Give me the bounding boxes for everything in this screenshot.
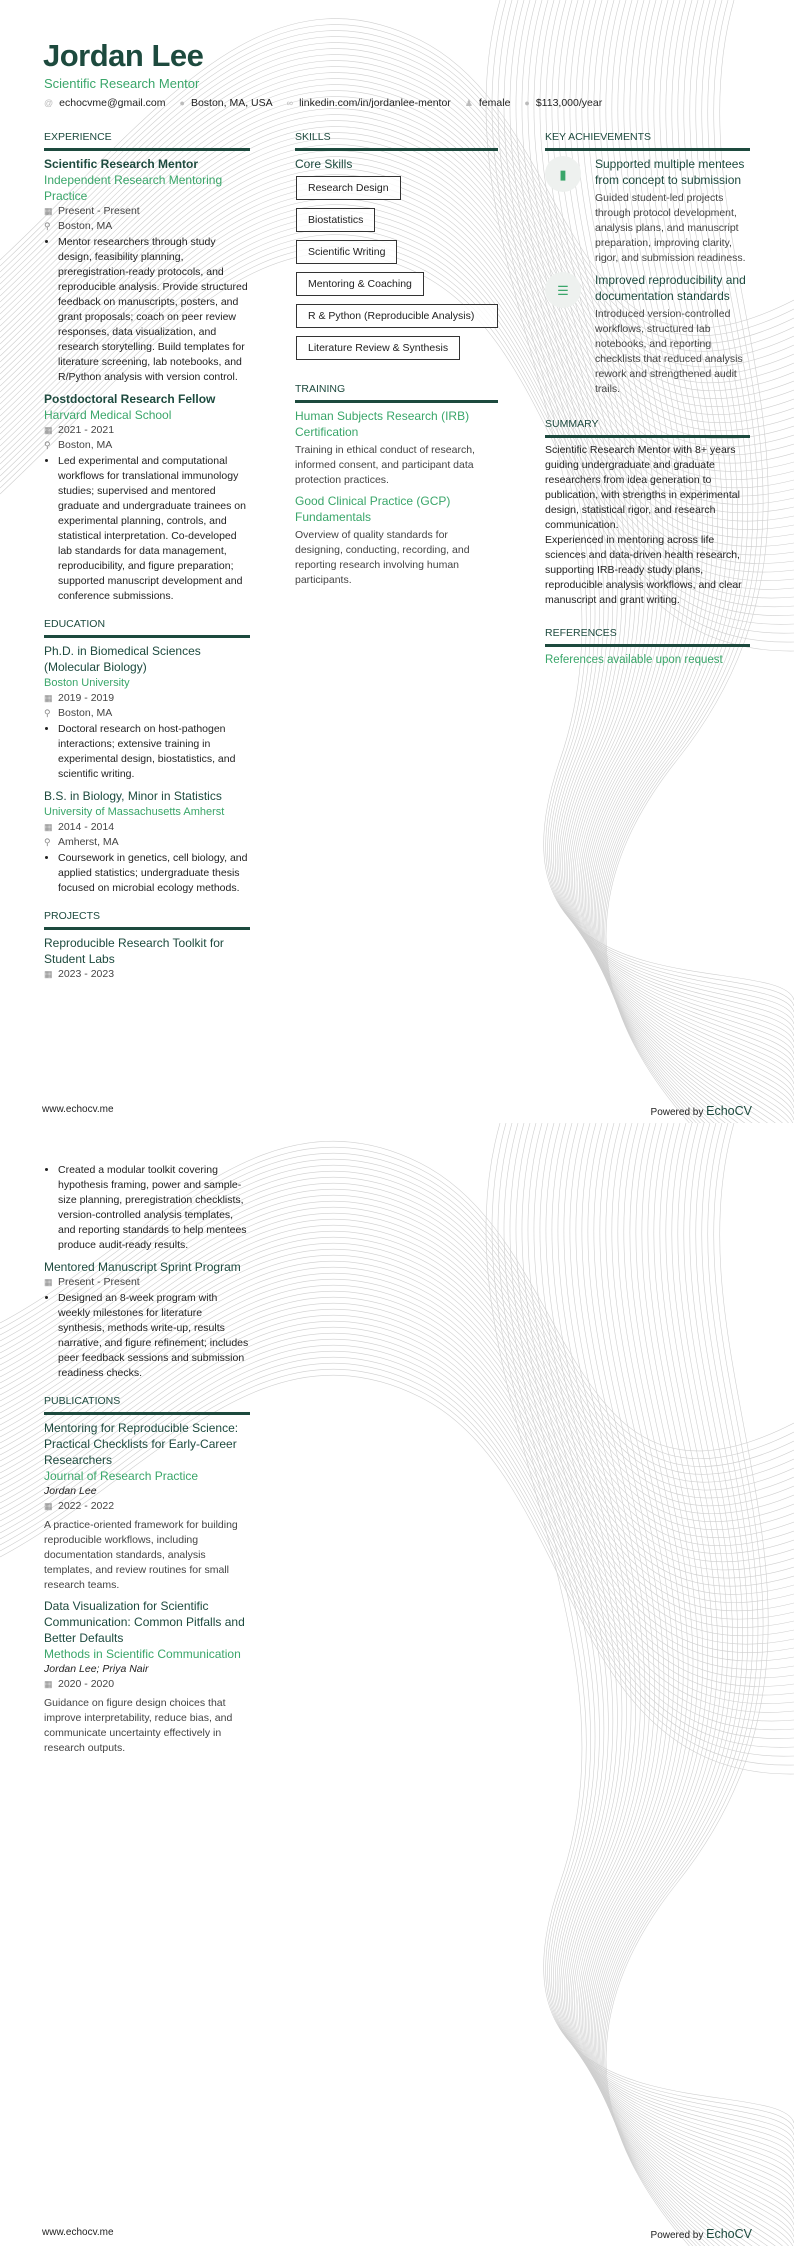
achievement-item: ☰ Improved reproducibility and documentation standards Introduced version-controlled workflows, structured lab notebooks, and reporting checklists that reduced analysis rework and strengthened audit trails. [545,272,750,397]
calendar-icon: ▦ [44,693,53,703]
skill-tag: Research Design [296,176,401,200]
contact-bar [44,97,602,109]
location-icon: ● [179,98,185,108]
summary-paragraph: Scientific Research Mentor with 8+ years guiding undergraduate and graduate researchers from idea generation to publication, with strengths in experimental design, statistical rigor, and research communication. [545,444,740,531]
resume-page-2 [0,1123,794,2246]
achievement-item: ▮ Supported multiple mentees from concept to submission Guided student-led projects through protocol development, analysis plans, and manuscript preparation, improving clarity, rigor, and submission readiness. [545,156,750,266]
project-item: Mentored Manuscript Sprint Program ▦ Present - Present • Designed an 8-week program with weekly milestones for literature synthesis, methods write-up, results narrative, and figure refinement; includes peer feedback sessions and submission readiness checks. [44,1259,250,1381]
education-item: B.S. in Biology, Minor in Statistics University of Massachusetts Amherst ▦ 2014 - 2014 ⚲ Amherst, MA • Coursework in genetics, cell biology, and applied statistics; undergraduate thesis focused on microbial ecology methods. [44,788,250,896]
section-summary: SUMMARY [545,417,750,438]
education-item: Ph.D. in Biomedical Sciences (Molecular Biology) Boston University ▦ 2019 - 2019 ⚲ Boston, MA • Doctoral research on host-pathogen interactions; extensive training in experimental design, biostatistics, and scientific writing. [44,643,250,782]
section-key-achievements: KEY ACHIEVEMENTS [545,130,750,151]
section-projects: PROJECTS [44,909,250,930]
middle-column [295,130,498,588]
section-training: TRAINING [295,382,498,403]
project-item: Reproducible Research Toolkit for Student Labs ▦ 2023 - 2023 [44,936,224,980]
references-text: References available upon request [545,654,723,666]
calendar-icon: ▦ [44,822,53,832]
publication-item: Mentoring for Reproducible Science: Practical Checklists for Early-Career Researchers Journal of Research Practice Jordan Lee ▦ 2022 - 2022 A practice-oriented framework for building reproducible workflows, including documentation standards, analysis templates, and review routines for small research teams. [44,1421,239,1591]
footer-powered-by[interactable]: Powered by EchoCV [650,1104,752,1118]
right-column [545,130,750,668]
calendar-icon: ▦ [44,969,53,979]
summary-paragraph: Experienced in mentoring across life sciences and data-driven health research, supporting IRB-ready study plans, reproducible analysis workflows, and clear manuscript and grant writing. [545,534,742,606]
location-icon: ⚲ [44,708,51,718]
footer-site-link[interactable]: www.echocv.me [42,1104,114,1115]
person-icon: ♟ [464,98,473,108]
section-references: REFERENCES [545,626,750,647]
contact-email[interactable]: @ echocvme@gmail.com [44,97,166,109]
calendar-icon: ▦ [44,1501,53,1511]
contact-gender: ♟ female [464,97,511,109]
skill-tag: Literature Review & Synthesis [296,336,460,360]
left-column: • Created a modular toolkit covering hypothesis framing, power and sample-size planning, preregistration checklists, version-controlled analysis templates, and reporting standards to help mentees produce audit-ready results. Mentored Manuscript Sprint Program ▦ Present - Present • Designed an 8-week program with weekly milestones for literature synthesis, methods write-up, results narrative, and figure refinement; includes peer feedback sessions and submission readiness checks. PUBLICATIONS Mentoring for Reproducible Science: Practical Checklists for Early-Career Researchers Journal of Research Practice Jordan Lee ▦ 2022 - 2022 A practice-oriented framework for building reproducible workflows, including documentation standards, analysis templates, and review routines for small research teams. Data Visualization for Scientific Communication: Common Pitfalls and Better Defaults Methods in Scientific Communication Jordan Lee; Priya Nair ▦ 2020 - 2020 Guidance on figure design choices that improve interpretability, reduce bias, and communicate uncertainty effectively in research outputs. [44,1163,250,1756]
location-icon: ⚲ [44,837,51,847]
clipboard-icon: ▮ [545,156,581,192]
contact-location: ● Boston, MA, USA [179,97,273,109]
training-item: Human Subjects Research (IRB) Certification Training in ethical conduct of research, informed consent, and participant data protection practices. [295,409,475,486]
location-icon: ⚲ [44,221,51,231]
sliders-icon: ☰ [545,272,581,308]
experience-item: Postdoctoral Research Fellow Harvard Medical School ▦ 2021 - 2021 ⚲ Boston, MA • Led experimental and computational workflows for translational immunology studies; supervised and mentored graduate and undergraduate trainees on experimental planning, controls, and statistical interpretation. Co-developed lab standards for data management, reproducibility, and figure preparation; supported manuscript development and conference submissions. [44,391,250,604]
money-icon: ● [524,98,530,108]
candidate-name: Jordan Lee [43,38,204,73]
section-publications: PUBLICATIONS [44,1394,250,1415]
footer-powered-by[interactable]: Powered by EchoCV [650,2227,752,2241]
skill-tag: Scientific Writing [296,240,397,264]
at-icon: @ [44,98,54,108]
calendar-icon: ▦ [44,1679,53,1689]
skill-tag: Biostatistics [296,208,375,232]
contact-linkedin[interactable]: ∞ linkedin.com/in/jordanlee-mentor [286,97,451,109]
footer-site-link[interactable]: www.echocv.me [42,2227,114,2238]
calendar-icon: ▦ [44,1277,53,1287]
skills-group-title: Core Skills [295,157,353,171]
section-experience: EXPERIENCE [44,130,250,151]
section-education: EDUCATION [44,617,250,638]
calendar-icon: ▦ [44,425,53,435]
skill-tag: R & Python (Reproducible Analysis) [296,304,498,328]
link-icon: ∞ [286,98,294,108]
location-icon: ⚲ [44,440,51,450]
calendar-icon: ▦ [44,206,53,216]
candidate-title: Scientific Research Mentor [44,76,200,91]
contact-salary: ● $113,000/year [524,97,603,109]
training-item: Good Clinical Practice (GCP) Fundamentals Overview of quality standards for designing, conducting, recording, and reporting research involving human participants. [295,494,470,586]
experience-item: Scientific Research Mentor Independent Research Mentoring Practice ▦ Present - Present ⚲ Boston, MA • Mentor researchers through study design, feasibility planning, preregistration-ready protocols, and reproducible analysis. Provide structured feedback on manuscripts, posters, and grant proposals; coach on peer review responses, data visualization, and research storytelling. Build templates for literature screening, lab notebooks, and R/Python analysis with version control. [44,156,250,385]
section-skills: SKILLS [295,130,498,151]
publication-item: Data Visualization for Scientific Communication: Common Pitfalls and Better Defaults Methods in Scientific Communication Jordan Lee; Priya Nair ▦ 2020 - 2020 Guidance on figure design choices that improve interpretability, reduce bias, and communicate uncertainty effectively in research outputs. [44,1599,245,1754]
skill-tag: Mentoring & Coaching [296,272,424,296]
left-column [44,130,250,982]
